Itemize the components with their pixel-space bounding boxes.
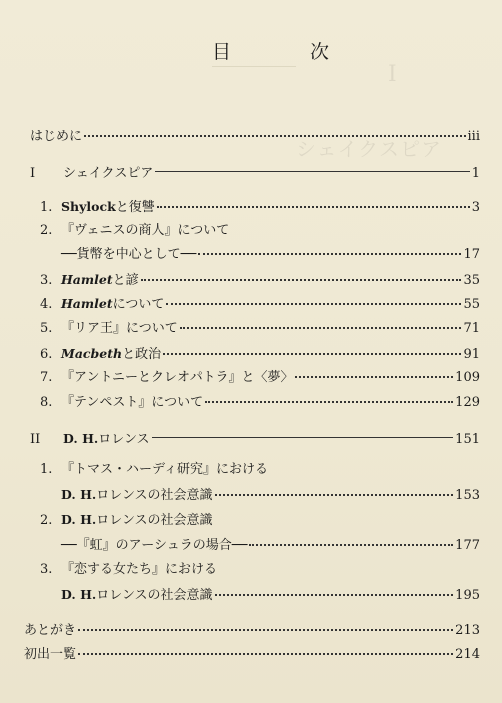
toc-page-number: 213 bbox=[455, 623, 480, 638]
bleed-through-roman: I bbox=[388, 62, 397, 87]
toc-item-king-lear[interactable] bbox=[40, 320, 480, 338]
rule-leader bbox=[152, 437, 454, 438]
item-number: 1. bbox=[40, 462, 53, 477]
page-title: 目 次 bbox=[212, 41, 360, 63]
item-title: と復讐 bbox=[115, 200, 155, 215]
toc-item-merchant-subtitle[interactable] bbox=[61, 246, 480, 264]
dot-leader bbox=[249, 544, 453, 546]
toc-page-number: 153 bbox=[455, 488, 480, 503]
part-title-latin: D. H. bbox=[63, 431, 99, 446]
toc-item-hamlet[interactable] bbox=[40, 295, 480, 313]
item-title-latin: Hamlet bbox=[61, 272, 113, 287]
item-subtitle: ロレンスの社会意識 bbox=[96, 588, 213, 603]
toc-page-number: 129 bbox=[455, 395, 480, 410]
toc-page-number: 3 bbox=[471, 200, 480, 215]
toc-item-antony-cleopatra[interactable] bbox=[40, 369, 480, 387]
item-title: 『恋する女たち』における bbox=[61, 562, 218, 577]
dot-leader bbox=[215, 594, 454, 596]
toc-item-rainbow-subtitle[interactable] bbox=[61, 537, 480, 555]
item-title-latin: Macbeth bbox=[61, 346, 123, 361]
toc-page-number: 91 bbox=[463, 347, 480, 362]
item-title-latin: D. H. bbox=[61, 512, 97, 527]
dot-leader bbox=[157, 206, 470, 208]
toc-item-hardy-study[interactable] bbox=[40, 461, 480, 479]
toc-item-hardy-study-cont[interactable] bbox=[61, 486, 480, 504]
dot-leader bbox=[141, 279, 462, 281]
toc-page-number: 55 bbox=[463, 297, 480, 312]
item-title: 『テンペスト』について bbox=[61, 395, 204, 410]
toc-part-lawrence[interactable] bbox=[30, 430, 480, 448]
dot-leader bbox=[180, 327, 462, 329]
item-number: 5. bbox=[40, 321, 53, 336]
part-number: I bbox=[30, 166, 36, 181]
toc-item-tempest[interactable] bbox=[40, 394, 480, 412]
item-number: 8. bbox=[40, 395, 53, 410]
item-number: 6. bbox=[40, 347, 53, 362]
rule-leader bbox=[155, 171, 469, 172]
toc-item-macbeth[interactable] bbox=[40, 345, 480, 363]
item-subtitle: ロレンスの社会意識 bbox=[96, 488, 213, 503]
toc-item-shylock[interactable] bbox=[40, 198, 480, 216]
toc-page-number: 35 bbox=[463, 273, 480, 288]
item-number: 3. bbox=[40, 562, 53, 577]
dot-leader bbox=[78, 629, 453, 631]
toc-item-merchant-of-venice[interactable] bbox=[40, 222, 480, 240]
dot-leader bbox=[198, 253, 461, 255]
dot-leader bbox=[295, 376, 453, 378]
dot-leader bbox=[205, 401, 453, 403]
dot-leader bbox=[215, 494, 454, 496]
toc-page-number: 214 bbox=[455, 647, 480, 662]
item-title: ロレンスの社会意識 bbox=[96, 513, 213, 528]
dot-leader bbox=[166, 303, 461, 305]
part-title: ロレンス bbox=[98, 432, 150, 447]
item-title: 『アントニーとクレオパトラ』と〈夢〉 bbox=[61, 370, 294, 385]
toc-part-shakespeare[interactable] bbox=[30, 165, 480, 183]
toc-item-women-in-love-cont[interactable] bbox=[61, 586, 480, 604]
toc-page-number: 195 bbox=[455, 588, 480, 603]
item-number: 2. bbox=[40, 513, 53, 528]
item-title: 『トマス・ハーディ研究』における bbox=[61, 462, 268, 477]
toc-item-social-consciousness[interactable] bbox=[40, 511, 480, 529]
item-title: と政治 bbox=[122, 347, 162, 362]
toc-item-hamlet-proverbs[interactable] bbox=[40, 271, 480, 289]
part-title: シェイクスピア bbox=[63, 166, 154, 181]
item-title: 『ヴェニスの商人』について bbox=[61, 223, 230, 238]
toc-page-number: 17 bbox=[463, 247, 480, 262]
item-title: について bbox=[112, 297, 165, 312]
item-number: 1. bbox=[40, 200, 53, 215]
toc-entry-first-published[interactable] bbox=[24, 646, 480, 664]
toc-entry-afterword[interactable] bbox=[24, 622, 480, 640]
item-subtitle: ──貨幣を中心として── bbox=[61, 247, 197, 262]
bleed-through-rule bbox=[212, 66, 296, 67]
toc-page-number: 151 bbox=[455, 432, 480, 447]
dot-leader bbox=[78, 653, 453, 655]
dot-leader bbox=[84, 135, 466, 137]
item-number: 2. bbox=[40, 223, 53, 238]
item-subtitle-latin: D. H. bbox=[61, 487, 97, 502]
toc-entry-label: あとがき bbox=[24, 623, 77, 638]
item-title: 『リア王』について bbox=[61, 321, 178, 336]
bleed-through-heading: シェイクスピア bbox=[296, 137, 442, 161]
part-number: II bbox=[30, 432, 41, 447]
item-number: 3. bbox=[40, 273, 53, 288]
item-subtitle: ──『虹』のアーシュラの場合── bbox=[61, 538, 248, 553]
item-title-latin: Shylock bbox=[61, 199, 116, 214]
item-subtitle-latin: D. H. bbox=[61, 587, 97, 602]
toc-entry-intro[interactable] bbox=[30, 128, 480, 146]
item-title: と諺 bbox=[112, 273, 139, 288]
toc-item-women-in-love[interactable] bbox=[40, 561, 480, 579]
item-number: 4. bbox=[40, 297, 53, 312]
toc-entry-label: はじめに bbox=[30, 129, 83, 144]
dot-leader bbox=[163, 353, 461, 355]
toc-page-number: 71 bbox=[463, 321, 480, 336]
toc-entry-label: 初出一覧 bbox=[24, 647, 77, 662]
item-title-latin: Hamlet bbox=[61, 296, 113, 311]
toc-page-number: iii bbox=[467, 129, 480, 144]
toc-page-number: 1 bbox=[471, 166, 480, 181]
item-number: 7. bbox=[40, 370, 53, 385]
toc-page-number: 177 bbox=[455, 538, 480, 553]
toc-page-number: 109 bbox=[455, 370, 480, 385]
